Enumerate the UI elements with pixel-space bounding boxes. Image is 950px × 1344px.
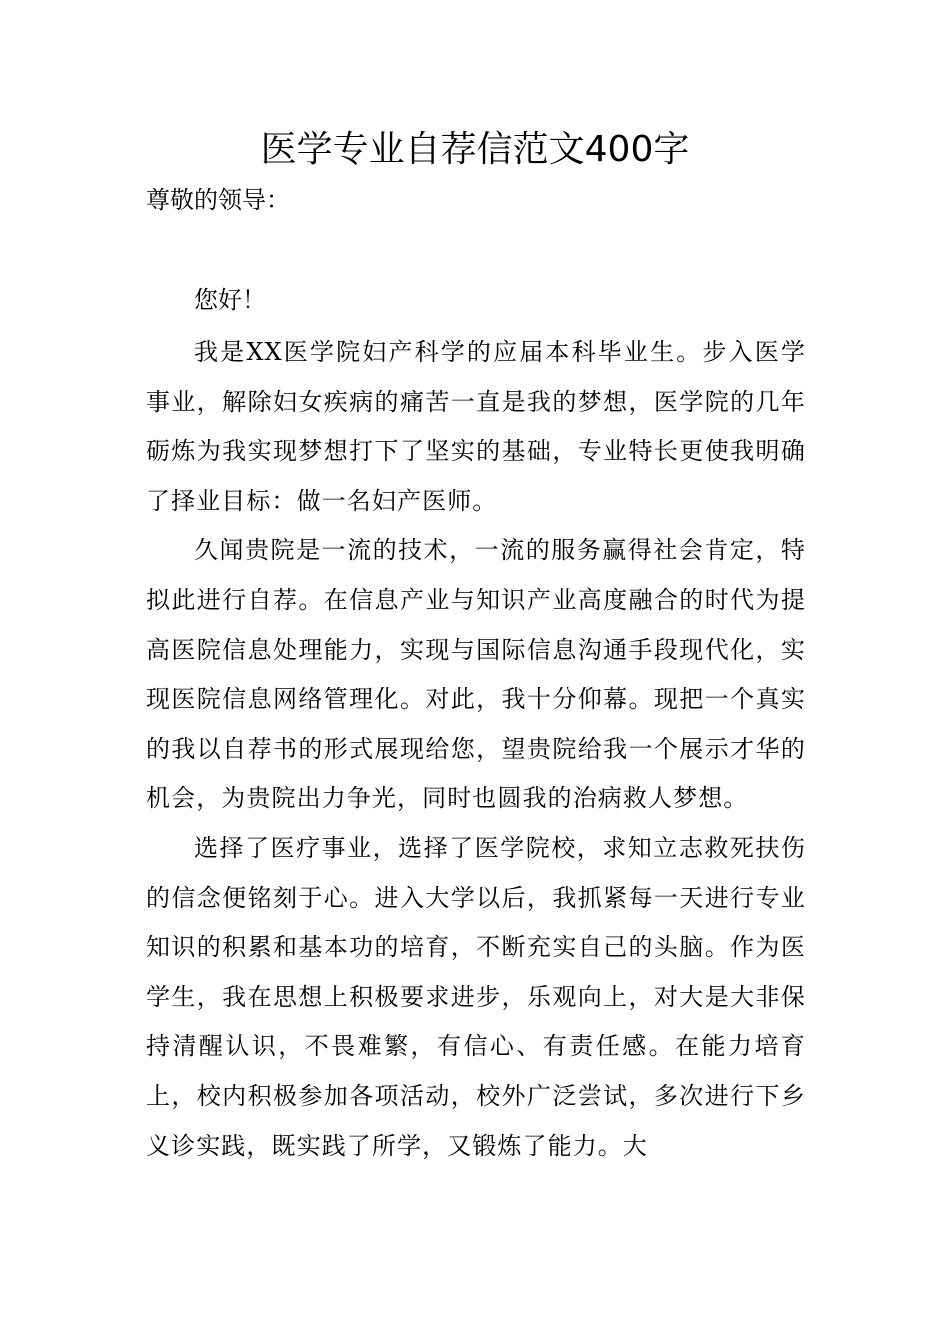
document-title: 医学专业自荐信范文400字	[260, 129, 690, 170]
paragraph-experience: 选择了医疗事业，选择了医学院校，求知立志救死扶伤的信念便铭刻于心。进入大学以后，我抓紧每一天进行专业知识的积累和基本功的培育，不断充实自己的头脑。作为医学生，我在思想上积极要求进步，乐观向上，对大是大非保持清醒认识，不畏难繁，有信心、有责任感。在能力培育上，校内积极参加各项活动，校外广泛尝试，多次进行下乡义诊实践，既实践了所学，又锻炼了能力。大	[146, 833, 806, 1160]
salutation: 尊敬的领导：	[146, 186, 290, 214]
letter-body	[146, 328, 806, 1171]
greeting: 您好！	[194, 286, 266, 314]
paragraph-introduction: 我是XX医学院妇产科学的应届本科毕业生。步入医学事业，解除妇女疾病的痛苦一直是我的梦想，医学院的几年砺炼为我实现梦想打下了坚实的基础，专业特长更使我明确了择业目标：做一名妇产医师。	[146, 338, 806, 515]
paragraph-recommendation: 久闻贵院是一流的技术，一流的服务赢得社会肯定，特拟此进行自荐。在信息产业与知识产业高度融合的时代为提高医院信息处理能力，实现与国际信息沟通手段现代化，实现医院信息网络管理化。对此，我十分仰幕。现把一个真实的我以自荐书的形式展现给您，望贵院给我一个展示才华的机会，为贵院出力争光，同时也圆我的治病救人梦想。	[146, 536, 806, 813]
